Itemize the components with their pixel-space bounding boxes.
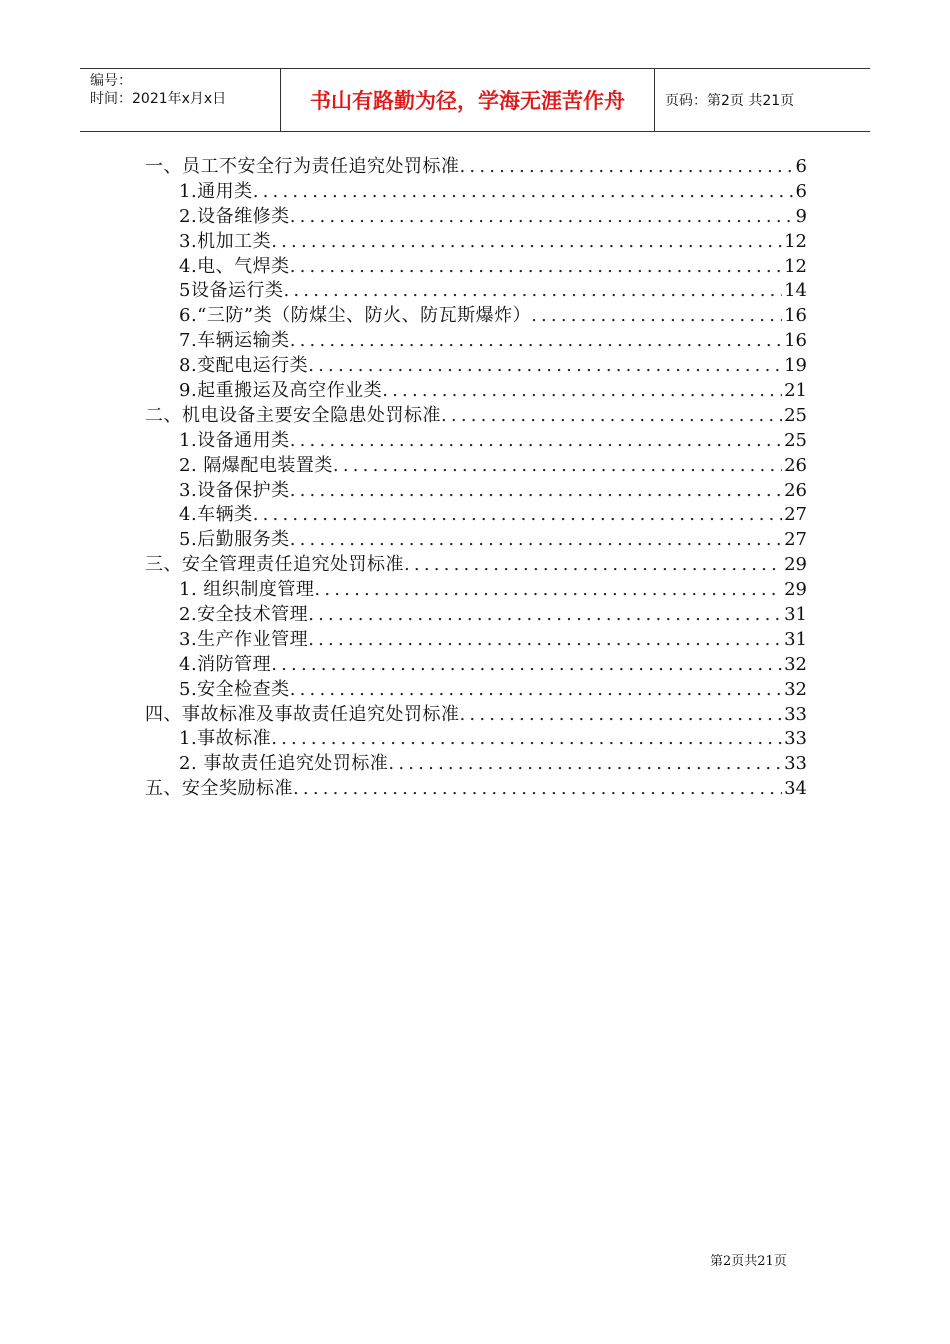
toc-entry-page-number: 34 (784, 778, 807, 800)
toc-dot-leader (293, 777, 782, 802)
page-header (80, 68, 870, 132)
toc-entry-title: 4.电、气焊类 (179, 255, 290, 277)
toc-subsection-entry[interactable] (145, 454, 807, 479)
toc-dot-leader (308, 354, 782, 379)
toc-entry-page-number: 6 (795, 156, 807, 177)
toc-subsection-entry[interactable] (145, 180, 807, 205)
toc-dot-leader (290, 479, 782, 504)
toc-subsection-entry[interactable] (145, 354, 807, 379)
toc-entry-title: 二、机电设备主要安全隐患处罚标准 (145, 404, 441, 426)
toc-entry-title: 3.生产作业管理 (179, 628, 309, 650)
toc-dot-leader (308, 603, 782, 628)
toc-entry-title: 1.设备通用类 (179, 429, 290, 451)
toc-dot-leader (290, 205, 794, 230)
toc-entry-page-number: 26 (784, 454, 807, 476)
header-meta (80, 69, 281, 131)
toc-dot-leader (460, 155, 794, 180)
toc-entry-title: 2. 事故责任追究处罚标准 (179, 753, 389, 775)
toc-subsection-entry[interactable] (145, 653, 807, 678)
toc-entry-title: 4.车辆类 (179, 504, 253, 526)
toc-entry-page-number: 16 (784, 330, 807, 352)
toc-entry-title: 四、事故标准及事故责任追究处罚标准 (145, 703, 460, 725)
toc-dot-leader (404, 553, 782, 578)
toc-dot-leader (290, 329, 782, 354)
toc-entry-page-number: 9 (795, 205, 807, 227)
toc-subsection-entry[interactable] (145, 304, 807, 329)
toc-entry-title: 五、安全奖励标准 (145, 778, 293, 800)
toc-entry-page-number: 29 (784, 554, 807, 576)
toc-entry-page-number: 21 (784, 380, 807, 402)
document-number-label: 编号： (90, 73, 132, 89)
header-motto: 书山有路勤为径，学海无涯苦作舟 (281, 69, 655, 131)
toc-dot-leader (253, 503, 782, 528)
toc-dot-leader (460, 703, 783, 728)
toc-entry-title: 1.通用类 (179, 180, 253, 202)
toc-entry-page-number: 19 (784, 355, 807, 377)
toc-entry-page-number: 25 (784, 404, 807, 426)
toc-dot-leader (271, 230, 782, 255)
toc-dot-leader (283, 279, 782, 304)
toc-entry-title: 5设备运行类 (179, 280, 284, 302)
toc-dot-leader (382, 379, 782, 404)
toc-entry-page-number: 16 (784, 305, 807, 327)
toc-entry-page-number: 26 (784, 479, 807, 501)
document-date-label: 时间：2021年x月x日 (90, 91, 227, 107)
toc-entry-title: 3.机加工类 (179, 230, 272, 252)
toc-entry-page-number: 29 (784, 579, 807, 601)
toc-dot-leader (441, 404, 782, 429)
toc-dot-leader (290, 678, 782, 703)
toc-entry-page-number: 12 (784, 230, 807, 252)
toc-entry-title: 2. 隔爆配电装置类 (179, 454, 333, 476)
toc-subsection-entry[interactable] (145, 578, 807, 603)
toc-section-entry[interactable] (145, 404, 807, 429)
toc-subsection-entry[interactable] (145, 727, 807, 752)
toc-subsection-entry[interactable] (145, 279, 807, 304)
toc-entry-title: 6.“三防”类（防煤尘、防火、防瓦斯爆炸） (179, 305, 532, 327)
table-of-contents (145, 155, 807, 802)
toc-entry-title: 3.设备保护类 (179, 479, 290, 501)
toc-subsection-entry[interactable] (145, 379, 807, 404)
toc-entry-page-number: 32 (784, 653, 807, 675)
toc-subsection-entry[interactable] (145, 329, 807, 354)
toc-dot-leader (531, 304, 782, 329)
toc-entry-page-number: 31 (784, 628, 807, 650)
toc-entry-title: 8.变配电运行类 (179, 355, 309, 377)
toc-entry-title: 三、安全管理责任追究处罚标准 (145, 554, 404, 576)
toc-entry-page-number: 27 (784, 504, 807, 526)
toc-dot-leader (253, 180, 794, 205)
toc-entry-page-number: 12 (784, 255, 807, 277)
toc-entry-page-number: 33 (784, 753, 807, 775)
toc-section-entry[interactable] (145, 155, 807, 180)
toc-dot-leader (290, 429, 782, 454)
toc-entry-title: 7.车辆运输类 (179, 330, 290, 352)
toc-entry-title: 5.后勤服务类 (179, 529, 290, 551)
toc-entry-page-number: 33 (784, 728, 807, 750)
toc-entry-page-number: 33 (784, 703, 807, 725)
toc-entry-title: 2.设备维修类 (179, 205, 290, 227)
toc-subsection-entry[interactable] (145, 628, 807, 653)
page-footer: 第2页共21页 (710, 1254, 787, 1269)
toc-subsection-entry[interactable] (145, 479, 807, 504)
toc-subsection-entry[interactable] (145, 503, 807, 528)
toc-section-entry[interactable] (145, 703, 807, 728)
toc-entry-page-number: 6 (795, 180, 807, 202)
toc-entry-title: 2.安全技术管理 (179, 604, 309, 626)
toc-entry-title: 5.安全检查类 (179, 678, 290, 700)
toc-dot-leader (290, 528, 782, 553)
toc-subsection-entry[interactable] (145, 603, 807, 628)
toc-section-entry[interactable] (145, 553, 807, 578)
toc-subsection-entry[interactable] (145, 230, 807, 255)
toc-subsection-entry[interactable] (145, 429, 807, 454)
toc-subsection-entry[interactable] (145, 678, 807, 703)
toc-dot-leader (271, 727, 782, 752)
toc-dot-leader (271, 653, 782, 678)
toc-entry-title: 1.事故标准 (179, 728, 272, 750)
toc-subsection-entry[interactable] (145, 528, 807, 553)
toc-subsection-entry[interactable] (145, 752, 807, 777)
toc-entry-title: 1. 组织制度管理 (179, 579, 315, 601)
toc-entry-title: 4.消防管理 (179, 653, 272, 675)
toc-entry-page-number: 32 (784, 678, 807, 700)
toc-dot-leader (290, 255, 782, 280)
toc-section-entry[interactable] (145, 777, 807, 802)
toc-subsection-entry[interactable] (145, 205, 807, 230)
toc-entry-page-number: 27 (784, 529, 807, 551)
toc-dot-leader (314, 578, 782, 603)
toc-dot-leader (308, 628, 782, 653)
toc-entry-title: 一、员工不安全行为责任追究处罚标准 (145, 156, 460, 177)
toc-entry-page-number: 14 (784, 280, 807, 302)
toc-dot-leader (388, 752, 782, 777)
toc-entry-page-number: 25 (784, 429, 807, 451)
header-page-info: 页码：第2页 共21页 (665, 93, 795, 109)
toc-entry-page-number: 31 (784, 604, 807, 626)
toc-subsection-entry[interactable] (145, 255, 807, 280)
toc-entry-title: 9.起重搬运及高空作业类 (179, 380, 383, 402)
toc-dot-leader (333, 454, 782, 479)
